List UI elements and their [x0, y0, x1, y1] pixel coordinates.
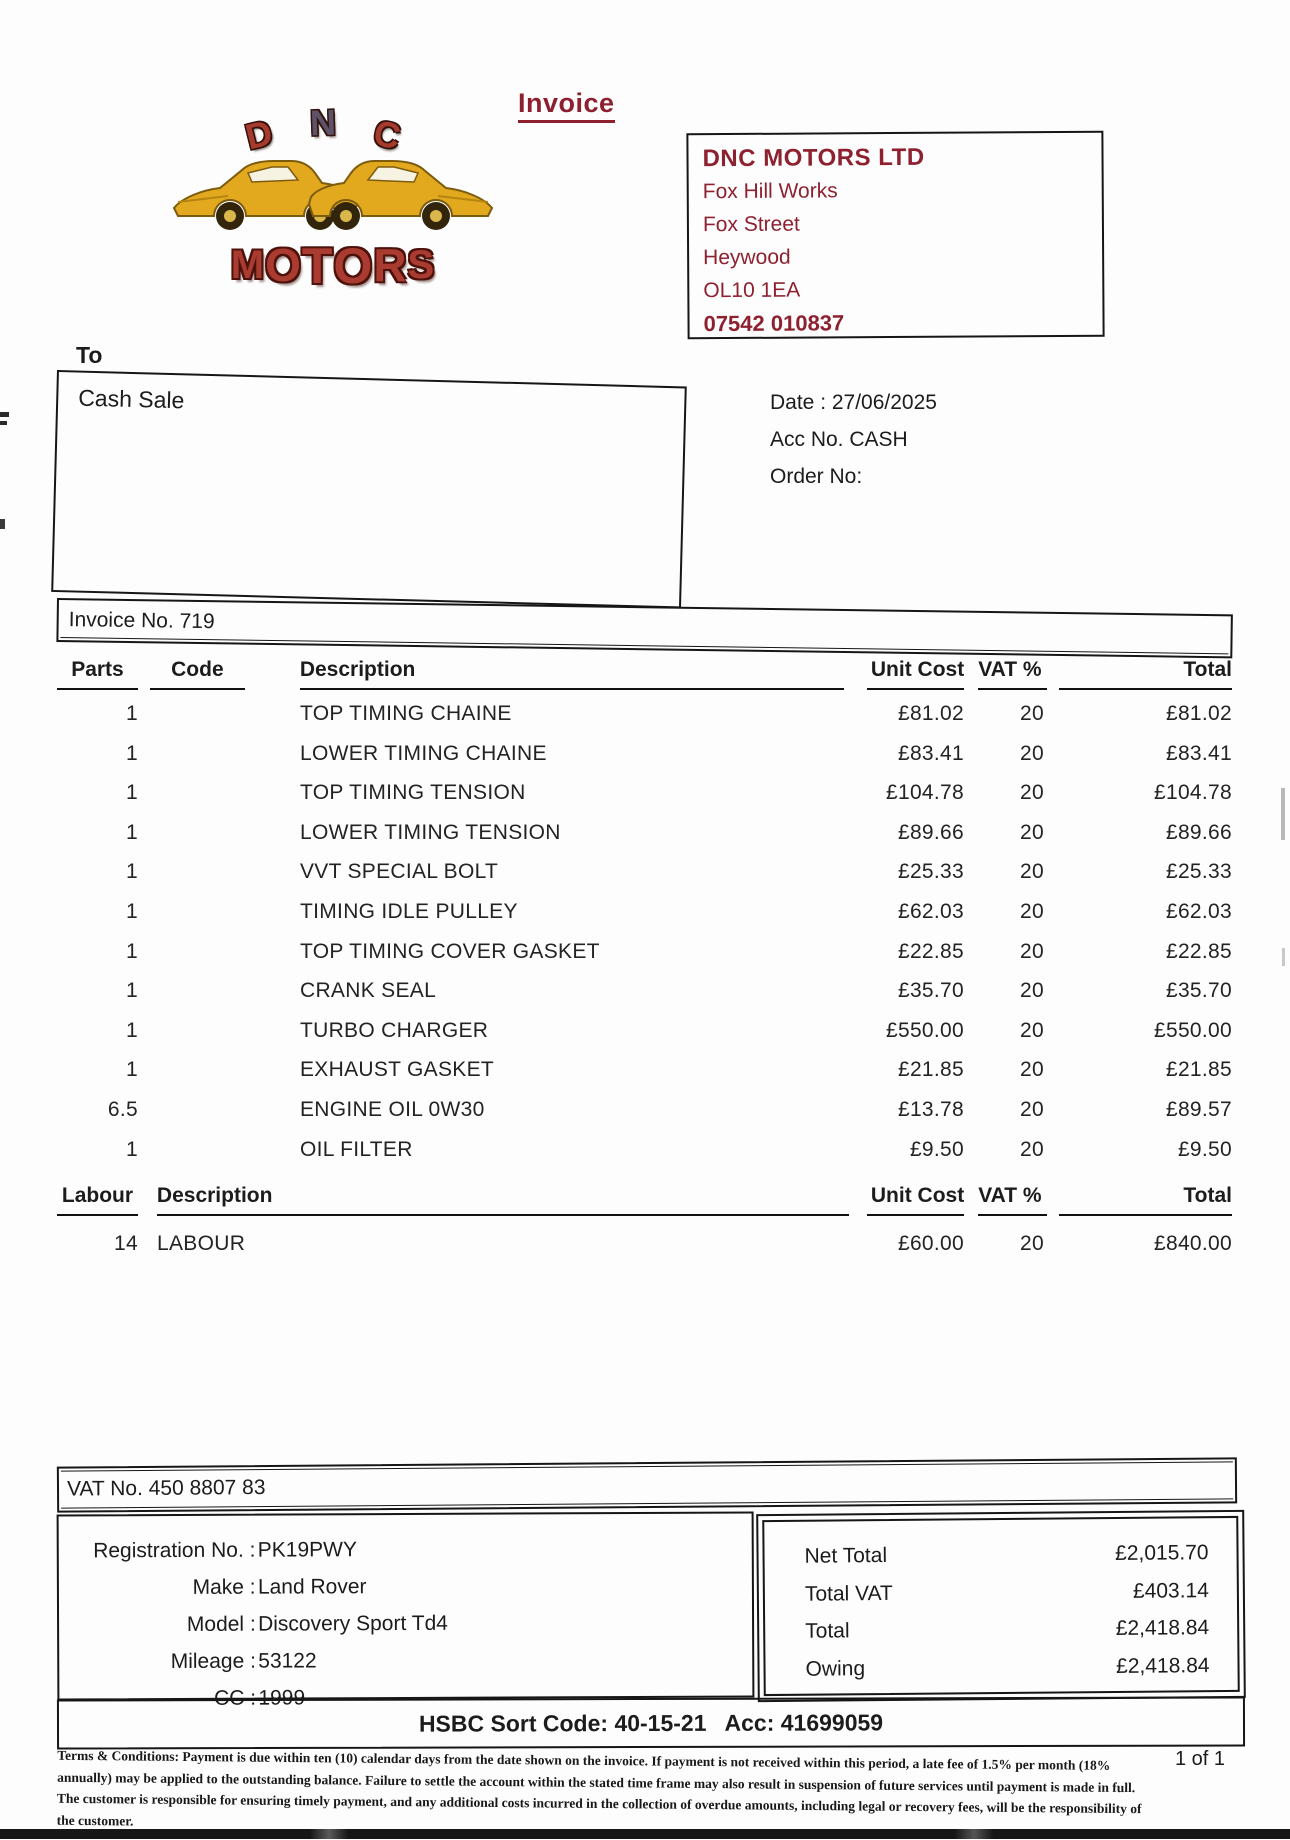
owing-row: Owing £2,418.84 — [765, 1646, 1237, 1688]
part-vat: 20 — [1020, 860, 1044, 884]
header-vat: VAT % — [978, 1184, 1047, 1216]
invoice-meta — [770, 384, 937, 495]
company-name: DNC MOTORS LTD — [702, 143, 925, 173]
part-description: TOP TIMING COVER GASKET — [300, 939, 600, 963]
part-description: ENGINE OIL 0W30 — [300, 1097, 485, 1121]
part-unit-cost: £83.41 — [897, 741, 964, 765]
part-description: TURBO CHARGER — [300, 1018, 489, 1042]
table-row — [57, 940, 1232, 980]
part-description: TIMING IDLE PULLEY — [300, 899, 518, 923]
scan-artifact — [0, 412, 9, 417]
part-qty: 1 — [126, 979, 138, 1003]
header-vat: VAT % — [978, 658, 1047, 690]
part-total: £62.03 — [1165, 899, 1232, 923]
part-qty: 1 — [126, 899, 138, 923]
invoice-date: Date : 27/06/2025 — [770, 391, 937, 414]
part-qty: 1 — [126, 1058, 138, 1082]
header-code: Code — [150, 658, 245, 690]
company-logo — [168, 100, 498, 300]
part-qty: 1 — [126, 820, 138, 844]
net-total-value: £2,015.70 — [1115, 1541, 1209, 1566]
table-row — [57, 742, 1232, 782]
scan-artifact — [1281, 788, 1285, 840]
part-vat: 20 — [1020, 820, 1044, 844]
part-unit-cost: £25.33 — [897, 860, 964, 884]
table-row — [57, 1098, 1232, 1138]
part-vat: 20 — [1020, 702, 1044, 725]
scan-artifact — [0, 421, 7, 425]
classic-cars-icon — [168, 152, 498, 240]
vehicle-details-box — [57, 1511, 755, 1710]
part-qty: 1 — [126, 781, 138, 805]
labour-vat: 20 — [1020, 1232, 1044, 1255]
vehicle-cc: CC : 1999 — [214, 1686, 306, 1710]
company-address-line: Heywood — [703, 245, 791, 270]
vehicle-model: Model : Discovery Sport Td4 — [186, 1611, 448, 1636]
part-qty: 1 — [126, 741, 138, 765]
part-total: £89.57 — [1165, 1097, 1232, 1121]
customer-name: Cash Sale — [77, 384, 185, 414]
part-vat: 20 — [1020, 899, 1044, 923]
labour-total: £840.00 — [1153, 1232, 1232, 1255]
header-parts: Parts — [57, 658, 138, 690]
part-unit-cost: £21.85 — [897, 1058, 964, 1082]
account-number: Acc No. CASH — [770, 428, 908, 451]
part-qty: 6.5 — [107, 1097, 138, 1121]
part-vat: 20 — [1020, 1018, 1044, 1042]
part-unit-cost: £550.00 — [885, 1018, 964, 1042]
page-number: 1 of 1 — [1175, 1748, 1226, 1770]
part-total: £81.02 — [1165, 702, 1232, 725]
parts-table-rows — [57, 702, 1232, 1177]
table-row — [57, 821, 1232, 861]
labour-description: LABOUR — [157, 1232, 246, 1255]
order-number: Order No: — [770, 465, 863, 488]
part-vat: 20 — [1020, 1137, 1044, 1161]
total-vat-row: Total VAT £403.14 — [765, 1571, 1237, 1613]
scan-artifact — [1282, 948, 1285, 966]
part-vat: 20 — [1020, 979, 1044, 1003]
header-labour: Labour — [57, 1184, 138, 1216]
part-vat: 20 — [1020, 1097, 1044, 1121]
part-total: £35.70 — [1165, 979, 1232, 1003]
total-row: Total £2,418.84 — [765, 1609, 1237, 1651]
header-unit-cost: Unit Cost — [867, 1184, 964, 1216]
owing-value: £2,418.84 — [1115, 1653, 1210, 1678]
part-total: £21.85 — [1165, 1058, 1232, 1082]
logo-letter-d: D — [241, 111, 277, 158]
part-total: £104.78 — [1153, 781, 1232, 805]
header-total: Total — [1059, 658, 1232, 690]
customer-box — [51, 370, 687, 608]
part-description: TOP TIMING TENSION — [300, 781, 526, 805]
part-description: LOWER TIMING CHAINE — [300, 741, 547, 765]
invoice-number-box — [56, 598, 1232, 658]
part-vat: 20 — [1020, 1058, 1044, 1082]
part-unit-cost: £13.78 — [897, 1097, 964, 1121]
terms-and-conditions: Terms & Conditions: Payment is due within ten (10) calendar days from the date shown on the invoice. If payment is not received within this period, a late fee of 1.5% per month (18% annually) may be applied to the outstanding balance. Failure to settle the account within the stated time frame may also result in suspension of future services until payment is made in full. The customer is responsible for ensuring timely payment, and any additional costs incurred in the collection of overdue amounts, including legal or recovery fees, will be the responsibility of the customer. — [56, 1747, 1142, 1829]
part-total: £9.50 — [1177, 1137, 1232, 1161]
bank-sort-code: HSBC Sort Code: 40-15-21 — [418, 1709, 707, 1737]
part-unit-cost: £62.03 — [897, 899, 964, 923]
labour-unit-cost: £60.00 — [897, 1232, 964, 1255]
totals-inner-box — [762, 1516, 1240, 1696]
invoice-number: Invoice No. 719 — [68, 608, 215, 634]
vat-number-box — [57, 1457, 1237, 1512]
labour-qty: 14 — [114, 1232, 138, 1255]
part-total: £22.85 — [1165, 939, 1232, 963]
table-row — [57, 702, 1232, 742]
part-total: £89.66 — [1165, 820, 1232, 844]
totals-box — [756, 1510, 1246, 1702]
page-title: Invoice — [518, 88, 615, 123]
part-unit-cost: £35.70 — [897, 979, 964, 1003]
logo-letter-c: C — [369, 111, 405, 158]
header-unit-cost: Unit Cost — [867, 658, 964, 690]
part-unit-cost: £81.02 — [897, 702, 964, 725]
part-qty: 1 — [126, 1137, 138, 1161]
part-qty: 1 — [126, 702, 138, 725]
company-address-box — [686, 131, 1104, 340]
table-row — [57, 781, 1232, 821]
part-total: £25.33 — [1165, 860, 1232, 884]
part-unit-cost: £89.66 — [897, 820, 964, 844]
scan-artifact — [0, 519, 5, 529]
part-unit-cost: £104.78 — [885, 781, 964, 805]
bank-account-number: Acc: 41699059 — [724, 1708, 884, 1736]
company-phone: 07542 010837 — [703, 310, 845, 337]
table-row — [57, 1019, 1232, 1059]
table-row — [57, 1138, 1232, 1178]
part-vat: 20 — [1020, 781, 1044, 805]
logo-motors-word: MOTORS — [230, 238, 436, 294]
part-description: EXHAUST GASKET — [300, 1058, 495, 1082]
part-qty: 1 — [126, 1018, 138, 1042]
table-row — [57, 900, 1232, 940]
part-description: CRANK SEAL — [300, 979, 437, 1003]
vat-number: VAT No. 450 8807 83 — [66, 1475, 266, 1501]
labour-table-header — [57, 1184, 1232, 1216]
header-description: Description — [300, 658, 844, 690]
part-total: £550.00 — [1153, 1018, 1232, 1042]
table-row — [57, 1232, 1232, 1272]
total-value: £2,418.84 — [1115, 1616, 1210, 1640]
part-description: TOP TIMING CHAINE — [300, 702, 512, 725]
part-description: VVT SPECIAL BOLT — [300, 860, 499, 884]
part-qty: 1 — [126, 939, 138, 963]
table-row — [57, 1058, 1232, 1098]
table-row — [57, 979, 1232, 1019]
part-description: OIL FILTER — [300, 1137, 413, 1161]
part-description: LOWER TIMING TENSION — [300, 820, 561, 844]
logo-letter-n: N — [309, 101, 337, 144]
labour-table-rows — [57, 1232, 1232, 1272]
header-total: Total — [1059, 1184, 1232, 1216]
part-total: £83.41 — [1165, 741, 1232, 765]
bank-details-box — [57, 1696, 1245, 1749]
vehicle-make: Make : Land Rover — [192, 1575, 367, 1599]
part-vat: 20 — [1020, 939, 1044, 963]
vehicle-mileage: Mileage : 53122 — [170, 1649, 317, 1674]
part-unit-cost: £9.50 — [909, 1137, 964, 1161]
company-postcode: OL10 1EA — [703, 278, 801, 303]
net-total-row: Net Total £2,015.70 — [764, 1534, 1236, 1576]
table-row — [57, 860, 1232, 900]
total-vat-value: £403.14 — [1132, 1578, 1209, 1603]
to-label: To — [76, 342, 103, 368]
part-unit-cost: £22.85 — [897, 939, 964, 963]
vehicle-registration: Registration No. : PK19PWY — [93, 1538, 358, 1563]
part-qty: 1 — [126, 860, 138, 884]
parts-table-header — [57, 658, 1232, 690]
header-description: Description — [157, 1184, 849, 1216]
company-address-line: Fox Street — [702, 212, 800, 237]
part-vat: 20 — [1020, 741, 1044, 765]
company-address-line: Fox Hill Works — [702, 179, 838, 204]
scan-edge-bar — [0, 1829, 1290, 1839]
